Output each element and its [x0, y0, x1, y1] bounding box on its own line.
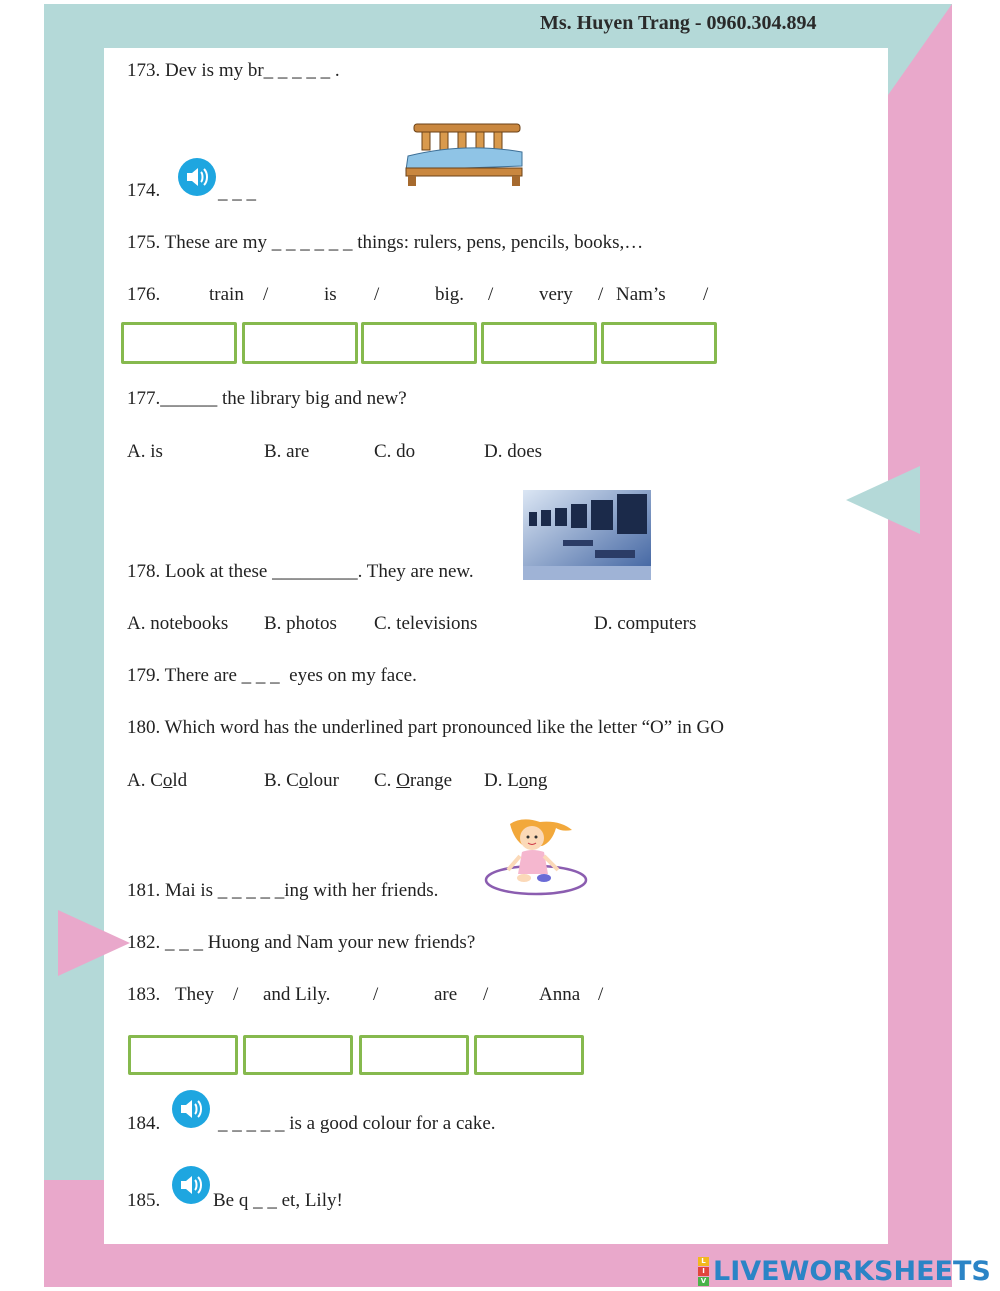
drop-box[interactable]	[601, 322, 717, 364]
logo-block: L	[698, 1257, 709, 1266]
computers-image	[523, 490, 651, 580]
word-chip[interactable]: train	[209, 284, 244, 305]
separator: /	[598, 984, 604, 1005]
question-179: 179. There are _ _ _ eyes on my face.	[127, 665, 417, 686]
bed-image	[404, 122, 524, 188]
word-chip[interactable]: very	[539, 284, 573, 305]
separator: /	[488, 284, 494, 305]
drop-box[interactable]	[481, 322, 597, 364]
option[interactable]: B. Colour	[264, 770, 339, 791]
option[interactable]: A. is	[127, 441, 163, 462]
question-176-number: 176.	[127, 284, 161, 305]
option[interactable]: D. Long	[484, 770, 548, 791]
drop-box[interactable]	[359, 1035, 469, 1075]
separator: /	[263, 284, 269, 305]
separator: /	[483, 984, 489, 1005]
drop-box[interactable]	[128, 1035, 238, 1075]
question-173: 173. Dev is my br_ _ _ _ _ .	[127, 60, 340, 81]
separator: /	[374, 284, 380, 305]
word-chip[interactable]: is	[324, 284, 337, 305]
header-credit: Ms. Huyen Trang - 0960.304.894	[540, 12, 817, 34]
question-181: 181. Mai is _ _ _ _ _ing with her friends.	[127, 880, 439, 901]
option[interactable]: D. does	[484, 441, 543, 462]
word-chip[interactable]: big.	[435, 284, 465, 305]
drop-box[interactable]	[121, 322, 237, 364]
option[interactable]: C. Orange	[374, 770, 453, 791]
logo-text: LIVEWORKSHEETS	[713, 1255, 991, 1287]
word-chip[interactable]: Anna	[539, 984, 581, 1005]
drop-box[interactable]	[243, 1035, 353, 1075]
separator: /	[373, 984, 379, 1005]
drop-box[interactable]	[474, 1035, 584, 1075]
question-182: 182. _ _ _ Huong and Nam your new friends?	[127, 932, 476, 953]
option[interactable]: A. Cold	[127, 770, 188, 791]
word-chip[interactable]: Nam’s	[616, 284, 666, 305]
question-185-number: 185.	[127, 1190, 161, 1211]
speaker-icon[interactable]	[172, 1166, 210, 1204]
separator: /	[703, 284, 709, 305]
question-184-text: _ _ _ _ _ is a good colour for a cake.	[218, 1113, 496, 1134]
logo-blocks	[698, 1257, 709, 1286]
question-180: 180. Which word has the underlined part pronounced like the letter “O” in GO	[127, 717, 724, 738]
question-183-number: 183.	[127, 984, 161, 1005]
word-chip[interactable]: They	[175, 984, 215, 1005]
option[interactable]: C. televisions	[374, 613, 478, 634]
drop-box[interactable]	[361, 322, 477, 364]
girl-skipping-image	[482, 818, 592, 898]
option[interactable]: D. computers	[594, 613, 697, 634]
question-175: 175. These are my _ _ _ _ _ _ things: rulers, pens, pencils, books,…	[127, 232, 644, 253]
speaker-icon[interactable]	[172, 1090, 210, 1128]
separator: /	[598, 284, 604, 305]
liveworksheets-logo	[698, 1255, 991, 1287]
word-chip[interactable]: are	[434, 984, 458, 1005]
question-184-number: 184.	[127, 1113, 161, 1134]
separator: /	[233, 984, 239, 1005]
drop-box[interactable]	[242, 322, 358, 364]
question-174-blank[interactable]: _ _ _	[218, 182, 256, 203]
teal-triangle-decoration	[846, 466, 920, 534]
option[interactable]: A. notebooks	[127, 613, 229, 634]
pink-triangle-decoration	[58, 910, 130, 976]
question-185-text: Be q _ _ et, Lily!	[213, 1190, 343, 1211]
option[interactable]: C. do	[374, 441, 416, 462]
word-chip[interactable]: and Lily.	[263, 984, 331, 1005]
option[interactable]: B. photos	[264, 613, 337, 634]
logo-block: V	[698, 1277, 709, 1286]
question-178: 178. Look at these _________. They are new.	[127, 561, 474, 582]
speaker-icon[interactable]	[178, 158, 216, 196]
logo-block: I	[698, 1267, 709, 1276]
question-177: 177.______ the library big and new?	[127, 388, 407, 409]
question-174-number: 174.	[127, 180, 161, 201]
option[interactable]: B. are	[264, 441, 310, 462]
